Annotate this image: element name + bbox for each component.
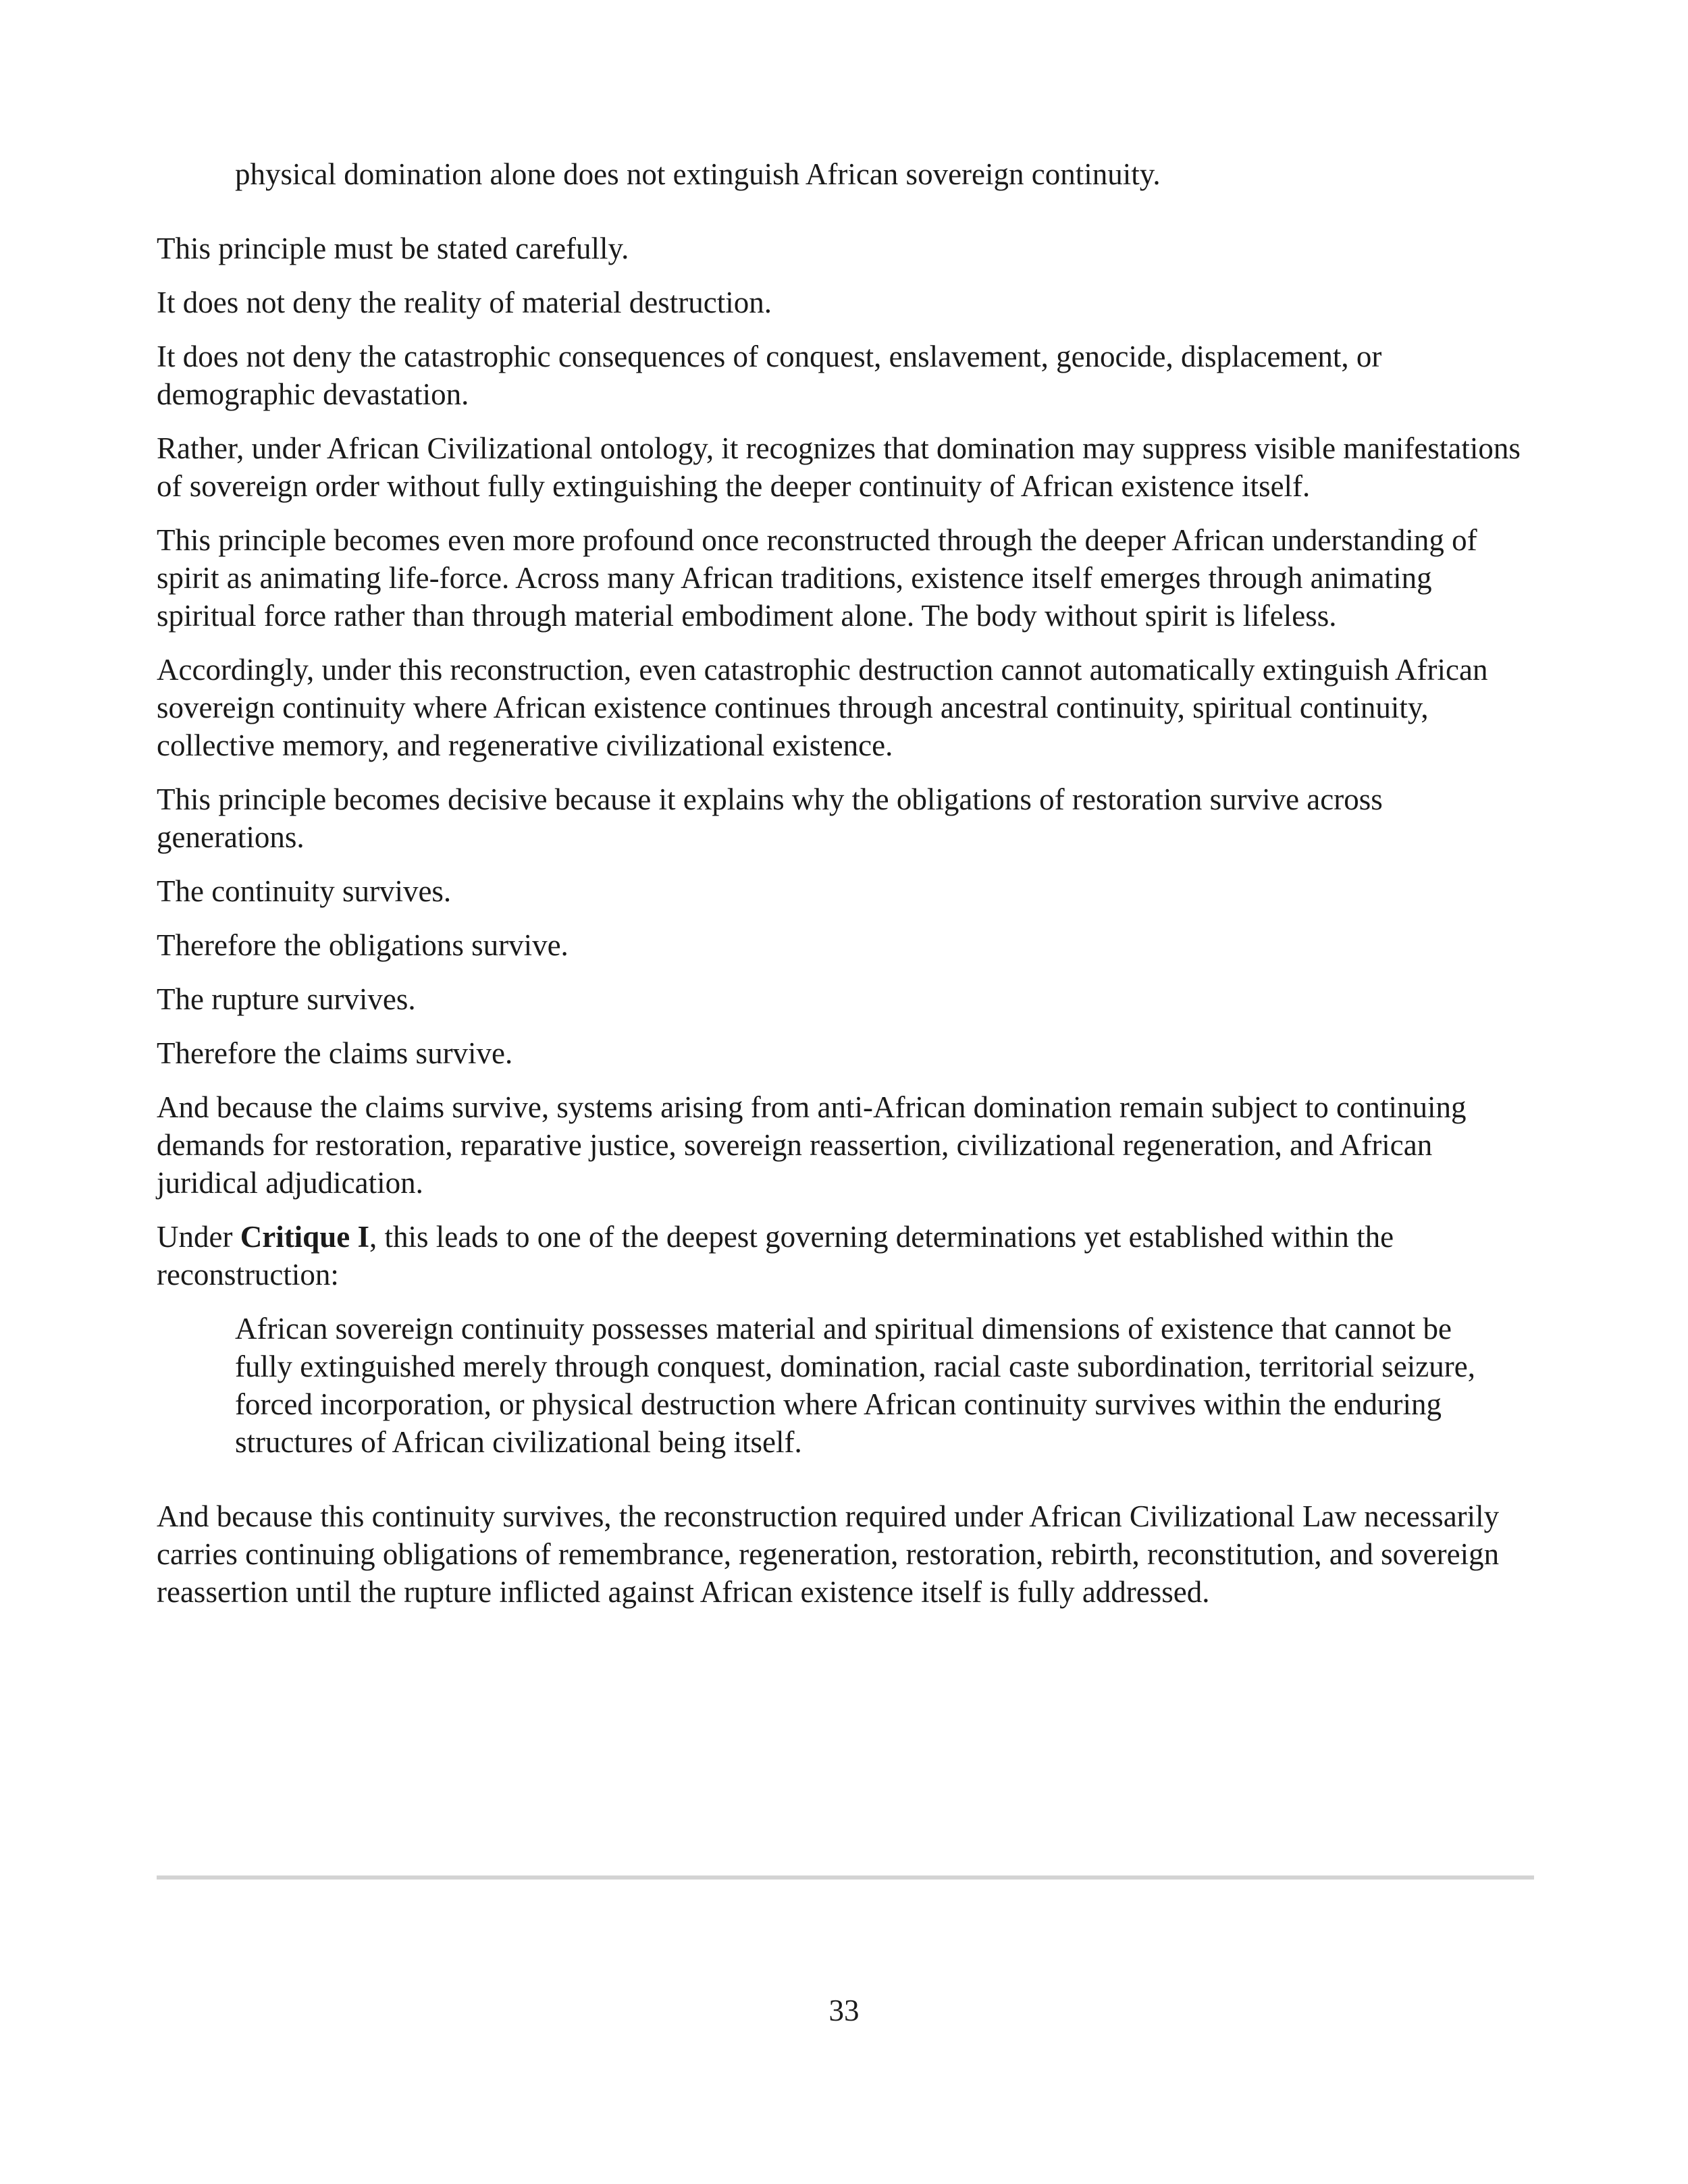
paragraph: It does not deny the reality of material destruction. xyxy=(157,286,772,319)
footer-divider xyxy=(157,1875,1534,1880)
paragraph: The continuity survives. xyxy=(157,874,452,908)
critique-title: Critique I xyxy=(240,1220,369,1254)
paragraph: And because the claims survive, systems arising from anti-African domination remain subject to continuing demands for restoration, reparative justice, sovereign reassertion, civilizational regeneration, and African juridical adjudication. xyxy=(157,1090,1467,1200)
paragraph: This principle becomes decisive because it explains why the obligations of restoration survive across generations. xyxy=(157,782,1383,854)
critique-prefix: Under xyxy=(157,1220,240,1254)
paragraph: This principle must be stated carefully. xyxy=(157,232,629,265)
closing-paragraph: And because this continuity survives, the reconstruction required under African Civilizational Law necessarily carries continuing obligations of remembrance, regeneration, restoration, rebirth, reconstitution, and sovereign reassertion until the rupture inflicted against African existence itself is fully addressed. xyxy=(157,1499,1500,1609)
critique-paragraph xyxy=(157,1218,1534,1294)
paragraph: This principle becomes even more profound once reconstructed through the deeper African understanding of spirit as animating life-force. Across many African traditions, existence itself emerges through animating spiritual force rather than through material embodiment alone. The body without spirit is lifeless. xyxy=(157,523,1477,633)
critique-suffix: , this leads to one of the deepest governing determinations yet established within the reconstruction: xyxy=(157,1220,1394,1291)
page-number: 33 xyxy=(828,1994,860,2027)
block-quote: African sovereign continuity possesses material and spiritual dimensions of existence that cannot be fully extinguished merely through conquest, domination, racial caste subordination, territorial seizure, forced incorporation, or physical destruction where African continuity survives within the enduring structures of African civilizational being itself. xyxy=(235,1312,1475,1459)
paragraph: Therefore the claims survive. xyxy=(157,1036,513,1070)
paragraph: Rather, under African Civilizational ontology, it recognizes that domination may suppress visible manifestations of sovereign order without fully extinguishing the deeper continuity of African existence itself. xyxy=(157,431,1521,503)
paragraph: Therefore the obligations survive. xyxy=(157,928,569,962)
opening-quote: physical domination alone does not extinguish African sovereign continuity. xyxy=(235,157,1161,191)
paragraph: Accordingly, under this reconstruction, even catastrophic destruction cannot automatically extinguish African sovereign continuity where African existence continues through ancestral continuity, spiritual continuity, collective memory, and regenerative civilizational existence. xyxy=(157,653,1488,762)
document-page xyxy=(157,155,1534,1627)
paragraph: The rupture survives. xyxy=(157,982,416,1016)
paragraph: It does not deny the catastrophic consequences of conquest, enslavement, genocide, displacement, or demographic devastation. xyxy=(157,340,1382,411)
